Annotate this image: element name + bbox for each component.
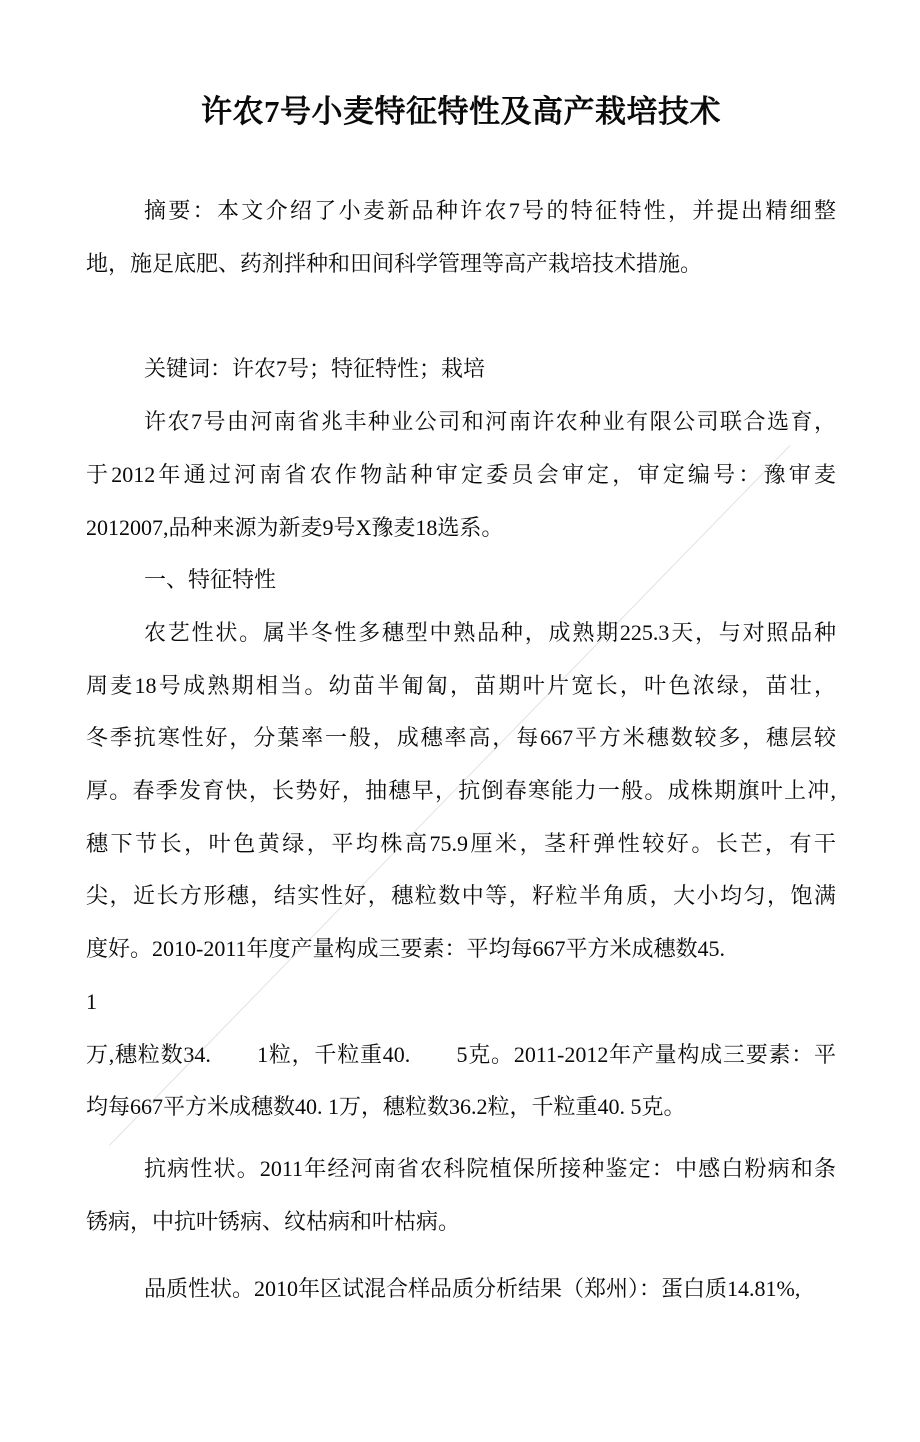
paragraph-keywords bbox=[86, 343, 836, 396]
text-line: 农艺性状。属半冬性多穗型中熟品种，成熟期225.3天，与对照品种 bbox=[144, 619, 836, 645]
text-line: 穗下节长，叶色黄绿，平均株高75.9厘米，茎秆弹性较好。长芒，有干 bbox=[86, 830, 836, 856]
text-line: 冬季抗寒性好，分葉率一般，成穗率高，每667平方米穗数较多，穗层较 bbox=[86, 725, 836, 751]
text-line: 一、特征特性 bbox=[144, 567, 277, 593]
text-line: 尖，近长方形穗，结实性好，穗粒数中等，籽粒半角质，大小均匀，饱满 bbox=[86, 883, 836, 909]
text-line: 地，施足底肥、药剂拌种和田间科学管理等高产栽培技术措施。 bbox=[86, 250, 703, 276]
paragraph-disease bbox=[86, 1143, 836, 1248]
paragraph-quality bbox=[86, 1263, 836, 1316]
text-line: 品质性状。2010年区试混合样品质分析结果（郑州）：蛋白质14.81%, bbox=[144, 1276, 801, 1302]
document-page bbox=[0, 85, 920, 1442]
text-line: 周麦18号成熟期相当。幼苗半匍匐，苗期叶片宽长，叶色浓绿，苗壮， bbox=[86, 672, 836, 698]
paragraph-abstract bbox=[86, 185, 836, 290]
text-line: 摘要：本文介绍了小麦新品种许农7号的特征特性，并提出精细整 bbox=[144, 198, 836, 223]
document-body bbox=[86, 185, 836, 1316]
text-line: 抗病性状。2011年经河南省农科院植保所接种鉴定：中感白粉病和条 bbox=[144, 1155, 836, 1181]
text-line: 于2012年通过河南省农作物詀种审定委员会审定，审定编号：豫审麦 bbox=[86, 461, 836, 487]
paragraph-section-heading bbox=[86, 554, 836, 607]
paragraph-agronomic bbox=[86, 607, 836, 1134]
text-line: 厚。春季发育快，长势好，抽穗早，抗倒春寒能力一般。成株期旗叶上冲, bbox=[86, 778, 836, 804]
text-line: 许农7号由河南省兆丰种业公司和河南许农种业有限公司联合选育， bbox=[144, 409, 836, 435]
document-title: 许农7号小麦特征特性及高产栽培技术 bbox=[201, 94, 721, 129]
text-line: 万,穗粒数34. 1粒，千粒重40. 5克。2011-2012年产量构成三要素：平 bbox=[86, 1041, 836, 1067]
text-line: 2012007,品种来源为新麦9号X豫麦18选系。 bbox=[86, 514, 504, 540]
text-line: 关键词：许农7号；特征特性；栽培 bbox=[144, 356, 486, 382]
text-line: 度好。2010-2011年度产量构成三要素：平均每667平方米成穗数45. 1 bbox=[86, 936, 836, 1014]
text-line: 锈病，中抗叶锈病、纹枯病和叶枯病。 bbox=[86, 1208, 461, 1234]
text-line: 均每667平方米成穗数40. 1万，穗粒数36.2粒，千粒重40. 5克。 bbox=[86, 1094, 686, 1120]
paragraph-origin bbox=[86, 396, 836, 554]
